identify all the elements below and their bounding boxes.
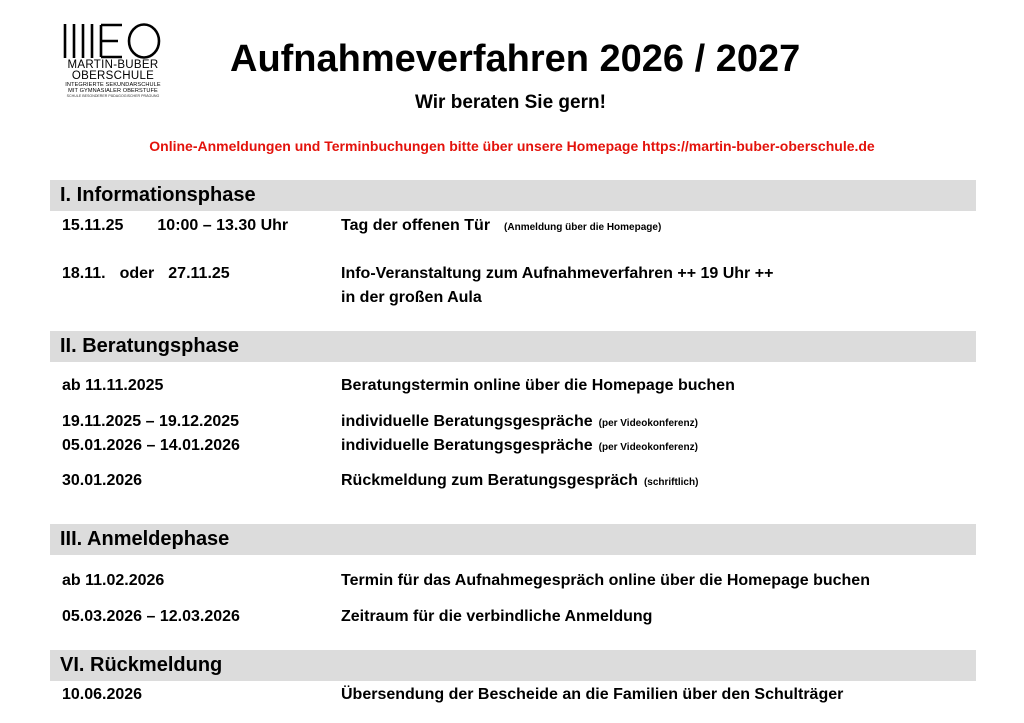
event-cell <box>341 469 698 495</box>
event-text: individuelle Beratungsgespräche <box>341 437 593 454</box>
event-cell: Termin für das Aufnahmegespräch online über die Homepage buchen <box>341 572 870 589</box>
page-title: Aufnahmeverfahren 2026 / 2027 <box>230 38 801 80</box>
date-cell <box>62 214 288 238</box>
date-cell: 05.01.2026 – 14.01.2026 <box>62 437 240 454</box>
section-title: VI. Rückmeldung <box>60 654 223 676</box>
section-title: I. Informationsphase <box>60 184 256 206</box>
event-note: (per Videokonferenz) <box>598 442 698 453</box>
event-note: (Anmeldung über die Homepage) <box>504 222 662 233</box>
date-cell: ab 11.11.2025 <box>62 377 164 394</box>
mbo-monogram-icon <box>60 22 166 60</box>
date-separator: oder <box>119 265 155 282</box>
event-text: Rückmeldung zum Beratungsgespräch <box>341 472 638 489</box>
date-cell: 30.01.2026 <box>62 472 143 489</box>
section-title: III. Anmeldephase <box>60 528 230 550</box>
section-header-beratungsphase <box>50 331 976 362</box>
event-text: individuelle Beratungsgespräche <box>341 413 593 430</box>
date-cell: 05.03.2026 – 12.03.2026 <box>62 608 240 625</box>
event-cell: Zeitraum für die verbindliche Anmeldung <box>341 608 653 625</box>
date-value: 15.11.25 <box>62 217 124 234</box>
event-text: Info-Veranstaltung zum Aufnahmeverfahren ++ 19 Uhr ++ <box>341 265 774 282</box>
event-cell <box>341 262 773 310</box>
page-subtitle: Wir beraten Sie gern! <box>415 92 606 113</box>
logo-subline3: SCHULE BESONDERER PÄDAGOGISCHER PRÄGUNG <box>66 94 160 99</box>
date-cell <box>62 262 230 286</box>
date-value: 27.11.25 <box>168 265 230 282</box>
event-note: (per Videokonferenz) <box>598 418 698 429</box>
section-header-anmeldephase <box>50 524 976 555</box>
event-text: Tag der offenen Tür <box>341 217 491 234</box>
event-cell: Übersendung der Bescheide an die Familien über den Schulträger <box>341 686 844 703</box>
event-note: (schriftlich) <box>643 477 699 488</box>
section-header-rueckmeldung <box>50 650 976 681</box>
event-cell <box>341 214 661 240</box>
date-cell: 10.06.2026 <box>62 686 143 703</box>
date-cell: ab 11.02.2026 <box>62 572 165 589</box>
school-logo <box>60 22 166 99</box>
section-header-informationsphase <box>50 180 976 211</box>
event-cell <box>341 410 698 436</box>
section-title: II. Beratungsphase <box>60 335 239 357</box>
logo-subline1: INTEGRIERTE SEKUNDARSCHULE <box>65 82 161 88</box>
online-notice: Online-Anmeldungen und Terminbuchungen bitte über unsere Homepage https://martin-buber-oberschule.de <box>149 138 875 154</box>
logo-name-line2: OBERSCHULE <box>71 70 155 82</box>
time-value: 10:00 – 13.30 Uhr <box>157 217 289 234</box>
date-cell: 19.11.2025 – 19.12.2025 <box>62 413 240 430</box>
event-cell <box>341 434 698 460</box>
date-value: 18.11. <box>62 265 106 282</box>
logo-subline2: MIT GYMNASIALER OBERSTUFE <box>68 88 158 95</box>
logo-name-line1: MARTIN-BUBER <box>67 59 159 71</box>
event-text-line2: in der großen Aula <box>341 289 482 306</box>
event-cell: Beratungstermin online über die Homepage buchen <box>341 377 735 394</box>
